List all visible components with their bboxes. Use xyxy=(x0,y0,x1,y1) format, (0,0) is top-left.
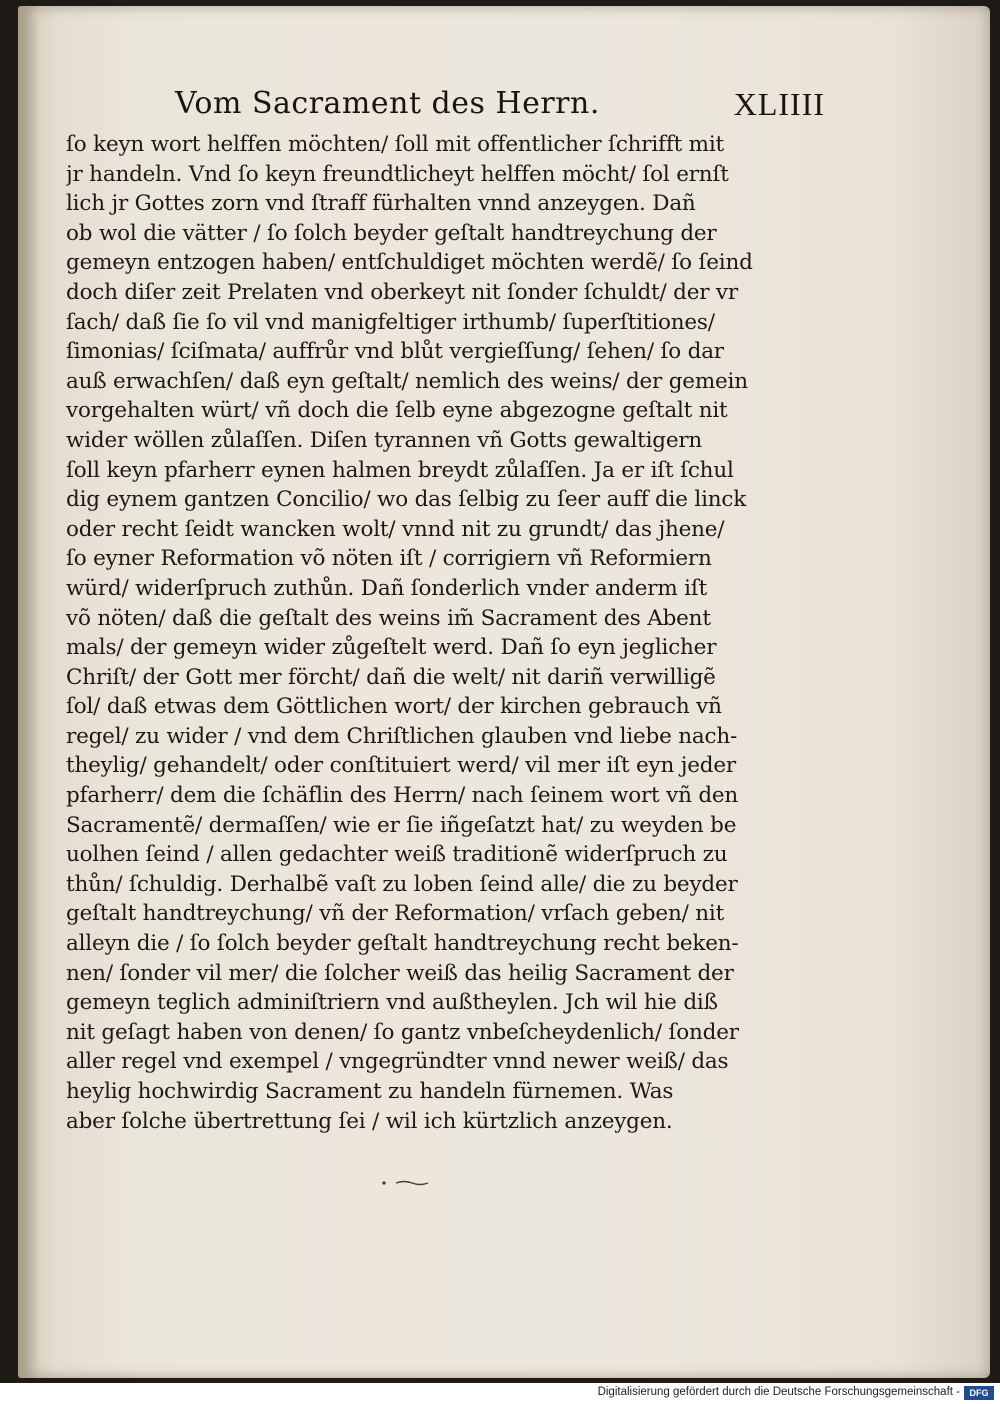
text-line: lich jr Gottes zorn vnd ſtraff fürhalten vnnd anzeygen. Dañ xyxy=(66,191,696,217)
page-header xyxy=(155,86,825,126)
text-line: vorgehalten würt/ vñ doch die ſelb eyne abgezogne geſtalt nit xyxy=(66,398,728,424)
digitization-credit: Digitalisierung gefördert durch die Deutsche Forschungsgemeinschaft - xyxy=(597,1386,960,1398)
text-line: alleyn die / ſo ſolch beyder geſtalt handtreychung recht beken- xyxy=(66,931,739,957)
text-line: mals/ der gemeyn wider zůgeſtelt werd. Dañ ſo eyn jeglicher xyxy=(66,635,717,661)
text-line: aber ſolche übertrettung ſei / wil ich kürtzlich anzeygen. xyxy=(66,1108,673,1134)
text-line: nen/ ſonder vil mer/ die ſolcher weiß das heilig Sacrament der xyxy=(66,960,734,986)
text-line: Chriſt/ der Gott mer förcht/ dañ die welt/ nit dariñ verwilligẽ xyxy=(66,664,716,690)
text-line: heylig hochwirdig Sacrament zu handeln fürnemen. Was xyxy=(66,1079,674,1104)
text-line: ſoll keyn pfarherr eynen halmen breydt zůlaſſen. Ja er iſt ſchul xyxy=(66,457,734,483)
text-line: võ nöten/ daß die geſtalt des weins im̃ Sacrament des Abent xyxy=(66,605,711,631)
text-line: geſtalt handtreychung/ vñ der Reformation/ vrſach geben/ nit xyxy=(66,901,725,927)
text-line: oder recht ſeidt wancken wolt/ vnnd nit zu grundt/ das jhene/ xyxy=(66,516,725,542)
text-line: regel/ zu wider / vnd dem Chriſtlichen glauben vnd liebe nach- xyxy=(66,723,738,749)
text-line: wider wöllen zůlaſſen. Diſen tyrannen vñ Gotts gewaltigern xyxy=(66,427,703,453)
folio-number: XLIIII xyxy=(733,86,825,122)
text-line: doch diſer zeit Prelaten vnd oberkeyt nit ſonder ſchuldt/ der vr xyxy=(66,279,738,305)
footer-bar xyxy=(0,1383,1000,1404)
text-line: würd/ widerſpruch zuthůn. Dañ ſonderlich vnder anderm iſt xyxy=(66,575,708,601)
text-line: ſach/ daß ſie ſo vil vnd manigfeltiger irthumb/ ſuperſtitiones/ xyxy=(66,309,715,335)
body-text-block xyxy=(66,130,826,1136)
dfg-logo: DFG xyxy=(964,1386,994,1400)
text-line: gemeyn teglich adminiſtriern vnd außtheylen. Jch wil hie diß xyxy=(66,990,718,1016)
text-line: theylig/ gehandelt/ oder conſtituiert werd/ vil mer iſt eyn jeder xyxy=(66,753,736,779)
text-line: ob wol die vätter / ſo ſolch beyder geſtalt handtreychung der xyxy=(66,220,717,246)
text-line: auß erwachſen/ daß eyn geſtalt/ nemlich des weins/ der gemein xyxy=(66,368,748,394)
text-line: ſimonias/ ſciſmata/ auffrůr vnd blůt vergieſſung/ ſehen/ ſo dar xyxy=(66,339,724,365)
text-line: ſo eyner Reformation võ nöten iſt / corrigiern vñ Reformiern xyxy=(66,546,712,572)
printer-ornament xyxy=(378,1178,438,1188)
text-line: ſol/ daß etwas dem Göttlichen wort/ der kirchen gebrauch vñ xyxy=(66,694,722,720)
text-line: uolhen ſeind / allen gedachter weiß traditionẽ widerſpruch zu xyxy=(66,842,728,868)
text-line: ſo keyn wort helffen möchten/ ſoll mit offentlicher ſchrifft mit xyxy=(66,132,724,157)
text-line: dig eynem gantzen Concilio/ wo das ſelbig zu ſeer auff die linck xyxy=(66,487,747,513)
text-line: thůn/ ſchuldig. Derhalbẽ vaſt zu loben ſeind alle/ die zu beyder xyxy=(66,871,738,897)
text-line: nit geſagt haben von denen/ ſo gantz vnbeſcheydenlich/ ſonder xyxy=(66,1019,739,1045)
running-title: Vom Sacrament des Herrn. xyxy=(175,86,600,121)
text-line: jr handeln. Vnd ſo keyn freundtlicheyt helffen möcht/ ſol ernſt xyxy=(66,161,729,187)
text-line: gemeyn entzogen haben/ entſchuldiget möchten werdẽ/ ſo ſeind xyxy=(66,250,753,276)
text-line: aller regel vnd exempel / vngegründter vnnd newer weiß/ das xyxy=(66,1049,729,1075)
text-line: Sacramentẽ/ dermaſſen/ wie er ſie iñgeſatzt hat/ zu weyden be xyxy=(66,812,737,838)
text-line: pfarherr/ dem die ſchäflin des Herrn/ nach ſeinem wort vñ den xyxy=(66,783,739,809)
page-gutter-shadow xyxy=(18,6,40,1378)
